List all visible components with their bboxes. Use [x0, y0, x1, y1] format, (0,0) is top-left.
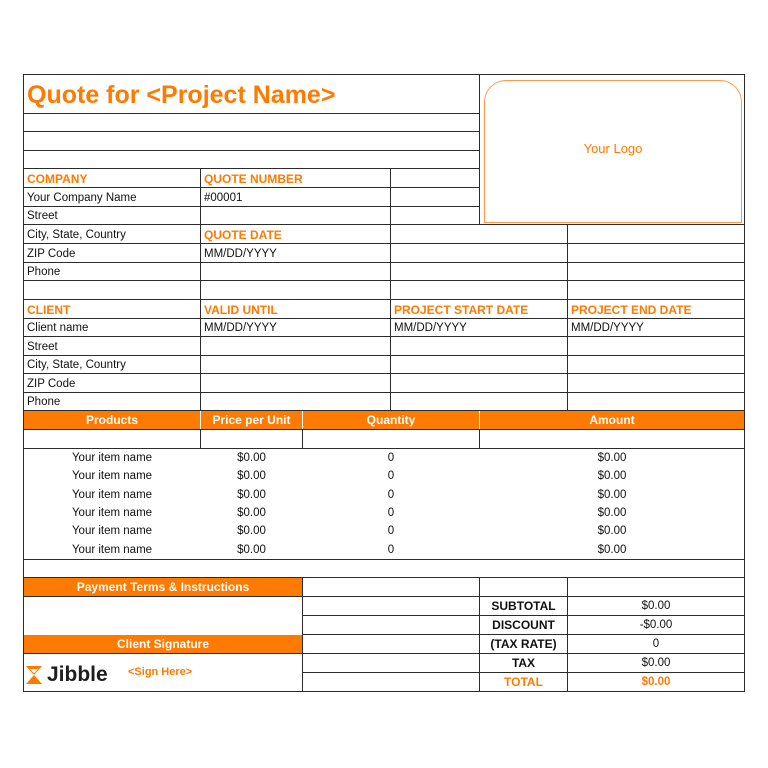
col-header-products: Products [85, 413, 138, 427]
client-label: CLIENT [27, 303, 71, 317]
company-street[interactable]: Street [27, 210, 58, 222]
quote-date-value[interactable]: MM/DD/YYYY [204, 248, 277, 260]
item-qty[interactable]: 0 [387, 525, 395, 537]
item-amount: $0.00 [597, 452, 627, 464]
client-phone[interactable]: Phone [27, 396, 61, 408]
client-name[interactable]: Client name [27, 322, 89, 334]
page-title: Quote for <Project Name> [27, 81, 336, 109]
jibble-logo-icon [25, 665, 43, 685]
item-price[interactable]: $0.00 [237, 525, 266, 537]
quote-number-value[interactable]: #00001 [204, 192, 243, 204]
item-name[interactable]: Your item name [71, 489, 153, 501]
col-header-amount: Amount [589, 413, 635, 427]
item-price[interactable]: $0.00 [237, 470, 266, 482]
project-end-value[interactable]: MM/DD/YYYY [571, 322, 644, 334]
total-value: $0.00 [641, 676, 671, 688]
item-price[interactable]: $0.00 [237, 489, 266, 501]
item-amount: $0.00 [597, 525, 627, 537]
client-zip[interactable]: ZIP Code [27, 378, 76, 390]
item-price[interactable]: $0.00 [237, 544, 266, 556]
item-qty[interactable]: 0 [387, 452, 395, 464]
payment-terms-field[interactable] [24, 597, 302, 634]
item-amount: $0.00 [597, 544, 627, 556]
tax-rate-label: (TAX RATE) [490, 637, 557, 651]
discount-value[interactable]: -$0.00 [639, 619, 673, 631]
item-name[interactable]: Your item name [71, 525, 153, 537]
quote-number-label: QUOTE NUMBER [204, 172, 303, 186]
item-name[interactable]: Your item name [71, 544, 153, 556]
total-label: TOTAL [504, 675, 543, 689]
item-price[interactable]: $0.00 [237, 452, 266, 464]
valid-until-value[interactable]: MM/DD/YYYY [204, 322, 277, 334]
item-name[interactable]: Your item name [71, 452, 153, 464]
discount-label: DISCOUNT [492, 618, 555, 632]
company-zip[interactable]: ZIP Code [27, 248, 76, 260]
project-end-label: PROJECT END DATE [571, 303, 692, 317]
client-city[interactable]: City, State, Country [27, 359, 126, 371]
payment-terms-label: Payment Terms & Instructions [76, 580, 250, 594]
logo-placeholder[interactable] [484, 80, 742, 223]
signature-label: Client Signature [116, 637, 209, 651]
client-street[interactable]: Street [27, 341, 58, 353]
company-name[interactable]: Your Company Name [27, 192, 137, 204]
tax-label: TAX [511, 656, 536, 670]
item-amount: $0.00 [597, 470, 627, 482]
item-qty[interactable]: 0 [387, 507, 395, 519]
col-header-quantity: Quantity [366, 413, 416, 427]
jibble-brand [25, 663, 108, 687]
item-name[interactable]: Your item name [71, 470, 153, 482]
quote-date-label: QUOTE DATE [204, 228, 282, 242]
company-label: COMPANY [27, 172, 88, 186]
item-qty[interactable]: 0 [387, 489, 395, 501]
logo-text: Your Logo [583, 141, 643, 156]
subtotal-value: $0.00 [641, 600, 671, 612]
item-amount: $0.00 [597, 507, 627, 519]
company-city[interactable]: City, State, Country [27, 229, 126, 241]
tax-rate-value[interactable]: 0 [652, 638, 660, 650]
col-header-price: Price per Unit [212, 413, 291, 427]
item-price[interactable]: $0.00 [237, 507, 266, 519]
tax-value: $0.00 [641, 657, 671, 669]
company-phone[interactable]: Phone [27, 266, 61, 278]
project-start-label: PROJECT START DATE [394, 303, 529, 317]
sign-here-field[interactable]: <Sign Here> [128, 666, 193, 678]
jibble-wordmark: Jibble [47, 663, 108, 686]
item-qty[interactable]: 0 [387, 470, 395, 482]
item-qty[interactable]: 0 [387, 544, 395, 556]
project-start-value[interactable]: MM/DD/YYYY [394, 322, 467, 334]
item-name[interactable]: Your item name [71, 507, 153, 519]
subtotal-label: SUBTOTAL [491, 599, 556, 613]
valid-until-label: VALID UNTIL [204, 303, 278, 317]
item-amount: $0.00 [597, 489, 627, 501]
